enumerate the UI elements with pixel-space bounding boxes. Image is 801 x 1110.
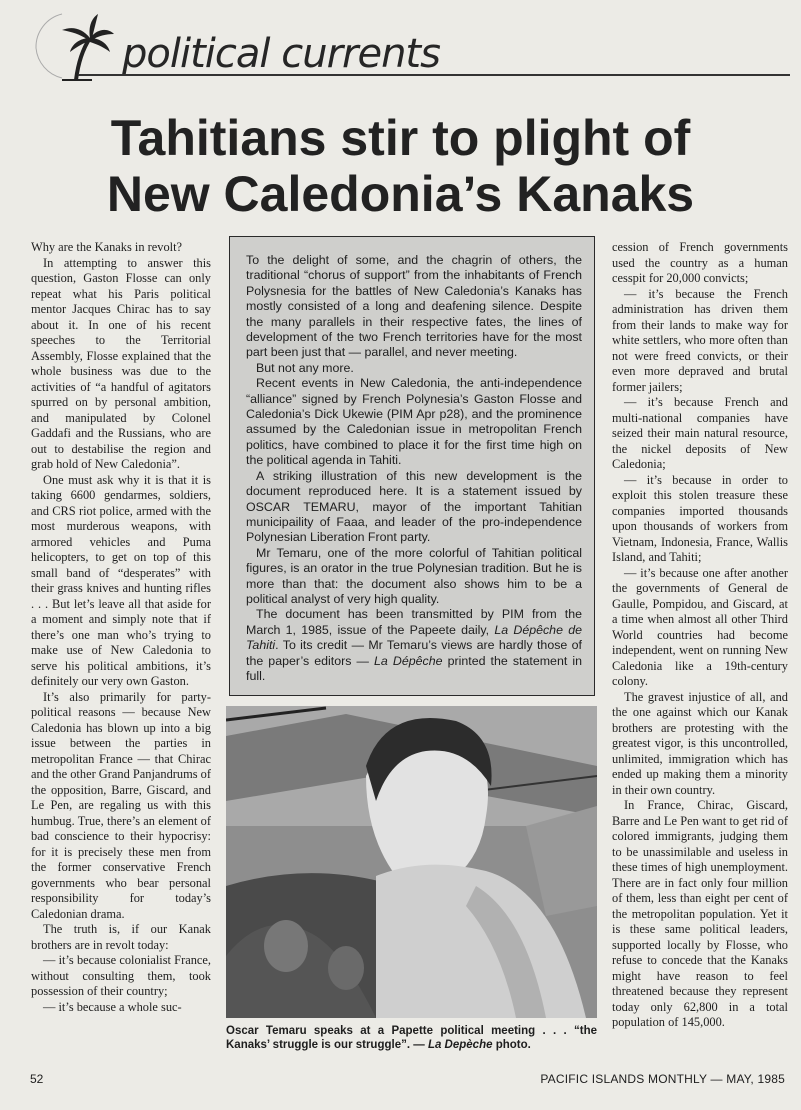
paragraph: In attempting to answer this question, Gaston Flosse can only repeat what his Paris political mentor Jacques Chirac has to say about it. In one of his recent speeches to the Territorial Assembly, Flosse explained that the whole business was due to the activities of “a handful of agitators spurred on by personal ambition, and manipulated by Colonel Gaddafi and the Russians, who are out to destabilise the region and grab hold of New Caledonia”. — [31, 255, 211, 471]
newspaper-title: La Dépêche de Tahiti — [246, 622, 582, 653]
magazine-footer: PACIFIC ISLANDS MONTHLY — MAY, 1985 — [540, 1072, 785, 1086]
box-paragraph: A striking illustration of this new development is the document reproduced here. It is a statement issued by OSCAR TEMARU, mayor of the important Tahitian municipaility of Faaa, and leader of the pro-independence Polynesian Liberation Front party. — [246, 468, 582, 545]
paragraph: — it’s because colonialist France, without consulting them, took possession of their country; — [31, 953, 211, 998]
headline-line-2: New Caledonia’s Kanaks — [106, 166, 695, 222]
article-headline — [0, 110, 801, 222]
headline-line-1: Tahitians stir to plight of — [110, 110, 691, 166]
section-title: political currents — [122, 31, 440, 77]
intro-box — [229, 236, 595, 696]
paragraph: The truth is, if our Kanak brothers are in revolt today: — [31, 922, 211, 952]
speaker-photo — [226, 706, 597, 1018]
left-column — [31, 240, 211, 1015]
palm-tree-icon — [32, 8, 116, 82]
paragraph: Why are the Kanaks in revolt? — [31, 240, 183, 254]
paragraph: It’s also primarily for party-political reasons — because New Caledonia has blown up into a big issue between the parties in metropolitan France — that Chirac and the other Grand Panjandrums of the opposition, Barre, Giscard, and Le Pen, are regaling us with this humbug. True, there’s an element of bad conscience to their hypocrisy: for it is precisely these men from the former conservative French governments who bear personal responsibility for today’s Caledonian drama. — [31, 689, 211, 921]
paragraph: — it’s because one after another the governments of General de Gaulle, Pompidou, and Giscard, at a time when almost all other Third World countries had become independent, went on running New Caledonia like a 19th-century colony. — [612, 565, 788, 688]
paragraph: — it’s because in order to exploit this stolen treasure these companies imported thousands upon thousands of workers from Vietnam, Indonesia, France, Wallis Island, and Tahiti; — [612, 472, 788, 564]
page-number: 52 — [30, 1072, 44, 1086]
paragraph: The gravest injustice of all, and the one against which our Kanak brothers are protesting with the greatest vigor, is this uncontrolled, unlimited, immigration which has ended up making them a minority in their own country. — [612, 689, 788, 797]
box-paragraph: But not any more. — [256, 360, 354, 375]
box-paragraph — [246, 607, 582, 684]
paragraph: — it’s because the French administration has driven them from their lands to make way for white settlers, who more often than not were freed convicts, or their even more depraved and brutal former jailers; — [612, 286, 788, 394]
caption-credit: La Depèche — [427, 1039, 493, 1051]
paragraph: — it’s because a whole suc- — [43, 999, 182, 1014]
paragraph: cession of French governments used the country as a human cesspit for 20,000 convicts; — [612, 240, 788, 285]
box-text-run: . To its credit — Mr Temaru’s views are hardly those of the paper’s editors — — [246, 638, 582, 668]
box-text-run: The document has been transmitted by PIM from the March 1, 1985, issue of the Papeete daily, — [246, 607, 582, 637]
box-text-run: printed the statement in full. — [246, 653, 583, 683]
box-paragraph: Mr Temaru, one of the more colorful of Tahitian political figures, is an orator in the true Polynesian tradition. But he is more than that: the document also shows him to be a political analyst of very high quality. — [246, 545, 582, 606]
right-column — [612, 240, 788, 1031]
paragraph: One must ask why it is that it is taking 6600 gendarmes, soldiers, and CRS riot police, armed with the most murderous weapons, with armored vehicles and Puma helicopters, to get on top of this small band of “desperates” with their grass knives and hunting rifles . . . But let’s leave all that aside for a moment and simply note that if there’s one man who’s trying to make use of New Caledonia to serve his political ambitions, it’s definitely our very own Gaston. — [31, 472, 211, 688]
caption-text: Oscar Temaru speaks at a Papette political meeting . . . “the Kanaks’ struggle is our struggle”. — — [226, 1025, 597, 1051]
box-paragraph: Recent events in New Caledonia, the anti-independence “alliance” signed by French Polynesia’s Gaston Flosse and Caledonia’s Dick Ukewie (PIM Apr p28), and the prominence assumed by the Caledonian issue in metropolitan French politics, have combined to place it for the first time high on the political agenda in Tahiti. — [246, 376, 582, 468]
paragraph: In France, Chirac, Giscard, Barre and Le Pen want to get rid of colored immigrants, judging them to be unassimilable and useless in these times of high unemployment. There are in fact only four million of them, less than eight per cent of the metropolitan population. Yet it is these same political leaders, supported locally by Flosse, who refuse to concede that the Kanaks might have reason to feel threatened because they represent today only 62,800 in a total population of 145,000. — [612, 798, 788, 1029]
header-rule — [78, 74, 790, 76]
caption-text: photo. — [492, 1039, 531, 1051]
photo-caption — [226, 1024, 597, 1052]
box-paragraph: To the delight of some, and the chagrin of others, the traditional “chorus of support” from the inhabitants of French Polysnesia for the battles of New Caledonia’s Kanaks has mostly consisted of a long and deafening silence. Despite the many parallels in their respective fates, the lines of development of the two French territories have for the most part been just that — parallel, and never meeting. — [246, 253, 582, 360]
newspaper-title: La Dépêche — [374, 653, 443, 668]
paragraph: — it’s because French and multi-national companies have seized their main natural resource, the nickel deposits of New Caledonia; — [612, 395, 788, 471]
